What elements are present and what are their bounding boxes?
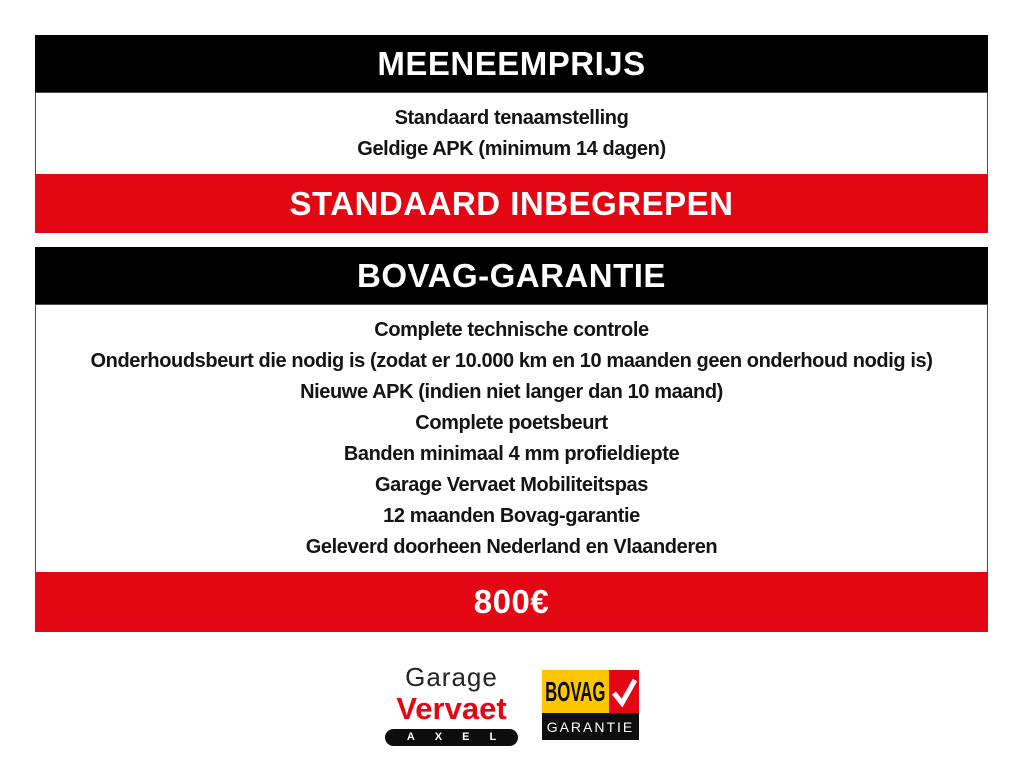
section-gap [35,233,988,247]
meeneemprijs-line: Standaard tenaamstelling [394,106,629,129]
bovag-line: Nieuwe APK (indien niet langer dan 10 maand) [300,380,723,403]
bovag-line: 12 maanden Bovag-garantie [383,504,640,527]
price-bar: 800€ [35,572,988,632]
meeneemprijs-line: Geldige APK (minimum 14 dagen) [357,137,666,160]
garage-vervaet-logo-line1: Garage [405,662,498,692]
bovag-logo-sub: GARANTIE [546,718,635,735]
bovag-line: Garage Vervaet Mobiliteitspas [375,473,648,496]
bovag-line: Geleverd doorheen Nederland en Vlaanderen [305,535,718,558]
bovag-line: Banden minimaal 4 mm profieldiepte [343,442,680,465]
bovag-line: Complete technische controle [374,318,649,341]
footer-logos [0,664,1024,746]
garage-vervaet-logo-line2: Vervaet [396,691,507,726]
axel-badge [385,729,518,746]
bovag-logo-top [542,670,639,713]
bovag-logo-name-box [542,670,609,713]
standaard-inbegrepen-bar: STANDAARD INBEGREPEN [35,174,988,233]
axel-badge-label: AXEL [406,731,517,743]
checkmark-icon [609,670,639,713]
bovag-garantie-logo [542,670,639,740]
bovag-logo-name: BOVAG [545,675,606,707]
bovag-garantie-body [35,304,988,572]
bovag-logo-sub-box [542,713,639,740]
bovag-line: Onderhoudsbeurt die nodig is (zodat er 10.000 km en 10 maanden geen onderhoud nodig is) [90,349,933,372]
meeneemprijs-header-bar: MEENEEMPRIJS [35,35,988,92]
bovag-garantie-header-bar: BOVAG-GARANTIE [35,247,988,304]
bovag-line: Complete poetsbeurt [415,411,608,434]
meeneemprijs-body [35,92,988,174]
garage-vervaet-logo [385,664,518,746]
poster [35,35,988,632]
